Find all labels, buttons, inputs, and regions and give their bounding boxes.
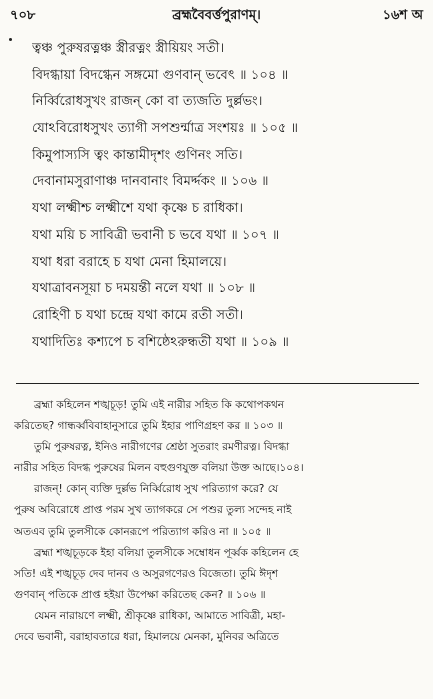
bengali-commentary	[14, 395, 423, 648]
verse-line: বিদগ্ধায়া বিদগ্ধেন সঙ্গমো গুণবান্ ভবেৎ ॥ ১০৪ ॥	[32, 67, 289, 83]
verse-line: ত্বঞ্চ পুরুষরত্নঞ্চ স্ত্রীরত্নং স্ত্রীয়িয়ং সতী।	[32, 41, 225, 56]
commentary-line: তুমি পুরুষরত্ন, ইনিও নারীগণের শ্রেষ্ঠা সুতরাং রমণীরত্ন। বিদগ্ধা	[34, 441, 290, 454]
commentary-line: অতএব তুমি তুলসীকে কোনরূপে পরিত্যাগ করিও না ॥ ১০৫ ॥	[14, 525, 271, 538]
verse-line: যথাত্রাবনসূয়া চ দময়ন্তী নলে যথা ॥ ১০৮ ॥	[32, 281, 256, 297]
verse-line: কিমুপাস্যসি ত্বং কান্তামীদৃশং গুণিনং সতি।	[32, 147, 243, 163]
commentary-line: করিতেছ? গান্ধর্ব্ববিবাহানুসারে তুমি ইহার পাণিগ্রহণ কর ॥ ১০৩ ॥	[14, 420, 283, 433]
verse-line: যথাদিতিঃ কশ্যপে চ বশিষ্ঠেঽরুন্ধতী যথা ॥ ১০৯ ॥	[32, 334, 289, 350]
commentary-line: রাজন্! কোন্ ব্যক্তি দুর্ল্লভ নির্ব্বিরোধ সুখ পরিত্যাগ করে? যে	[34, 483, 278, 496]
commentary-line: গুণবান্ পতিকে প্রাপ্ত হইয়া উপেক্ষা করিতেছ কেন? ॥ ১০৬ ॥	[14, 588, 266, 601]
verse-line: যথা ধরা বরাহে চ যথা মেনা হিমালয়ে।	[32, 254, 227, 270]
verse-line: যোঽবিরোধসুখং ত্যাগী সপশুর্ন্মাত্র সংশয়ঃ ॥ ১০৫ ॥	[32, 121, 299, 137]
sanskrit-verses	[32, 36, 427, 356]
commentary-line: ব্রহ্মা কহিলেন শঙ্খচূড়! তুমি এই নারীর সহিত কি কথোপকথন	[34, 399, 285, 411]
verse-line: নির্ব্বিরোধসুখং রাজন্ কো বা ত্যজতি দুর্ল্লভং।	[32, 94, 263, 110]
verse-line: যথা ময়ি চ সাবিত্রী ভবানী চ ভবে যথা ॥ ১০৭ ॥	[32, 227, 280, 243]
book-title: ব্রহ্মবৈবর্ত্তপুরাণম্।	[172, 8, 261, 23]
verse-line: যথা লক্ষ্মীশ্চ লক্ষ্মীশে যথা কৃষ্ণে চ রাধিকা।	[32, 201, 244, 217]
commentary-line: নারীর সহিত বিদগ্ধ পুরুষের মিলন বহুগুণযুক্ত বলিয়া উক্ত আছে।১০৪।	[14, 462, 304, 475]
verse-line: রোহিণী চ যথা চন্দ্রে যথা কামে রতী সতী।	[32, 307, 244, 323]
chapter-label: ১৬শ অ	[382, 8, 423, 23]
section-divider	[16, 383, 419, 384]
commentary-line: ব্রহ্মা শঙ্খচূড়কে ইহা বলিয়া তুলসীকে সম্বোধন পূর্ব্বক কহিলেন হে	[34, 546, 299, 559]
commentary-line: সতি! এই শঙ্খচূড় দেব দানব ও অসুরগণেরও বিজেতা। তুমি ঈদৃশ	[14, 567, 278, 580]
commentary-line: যেমন নারায়ণে লক্ষ্মী, শ্রীকৃষ্ণে রাধিকা, আমাতে সাবিত্রী, মহা-	[34, 609, 286, 622]
page-number: ৭০৮	[10, 8, 36, 23]
page-header	[10, 6, 423, 26]
commentary-line: পুরুষ অবিরোধে প্রাপ্ত পরম সুখ ত্যাগকরে সে পশুর তুল্য সন্দেহ নাই	[14, 504, 292, 517]
commentary-line: দেবে ভবানী, বরাহাবতারে ধরা, হিমালয়ে মেনকা, মুনিবর অত্রিতে	[14, 631, 279, 644]
verse-line: দেবানামসুরাণাঞ্চ দানবানাং বিমর্দ্দকং ॥ ১০৬ ॥	[32, 174, 269, 190]
ink-dot	[9, 38, 12, 41]
